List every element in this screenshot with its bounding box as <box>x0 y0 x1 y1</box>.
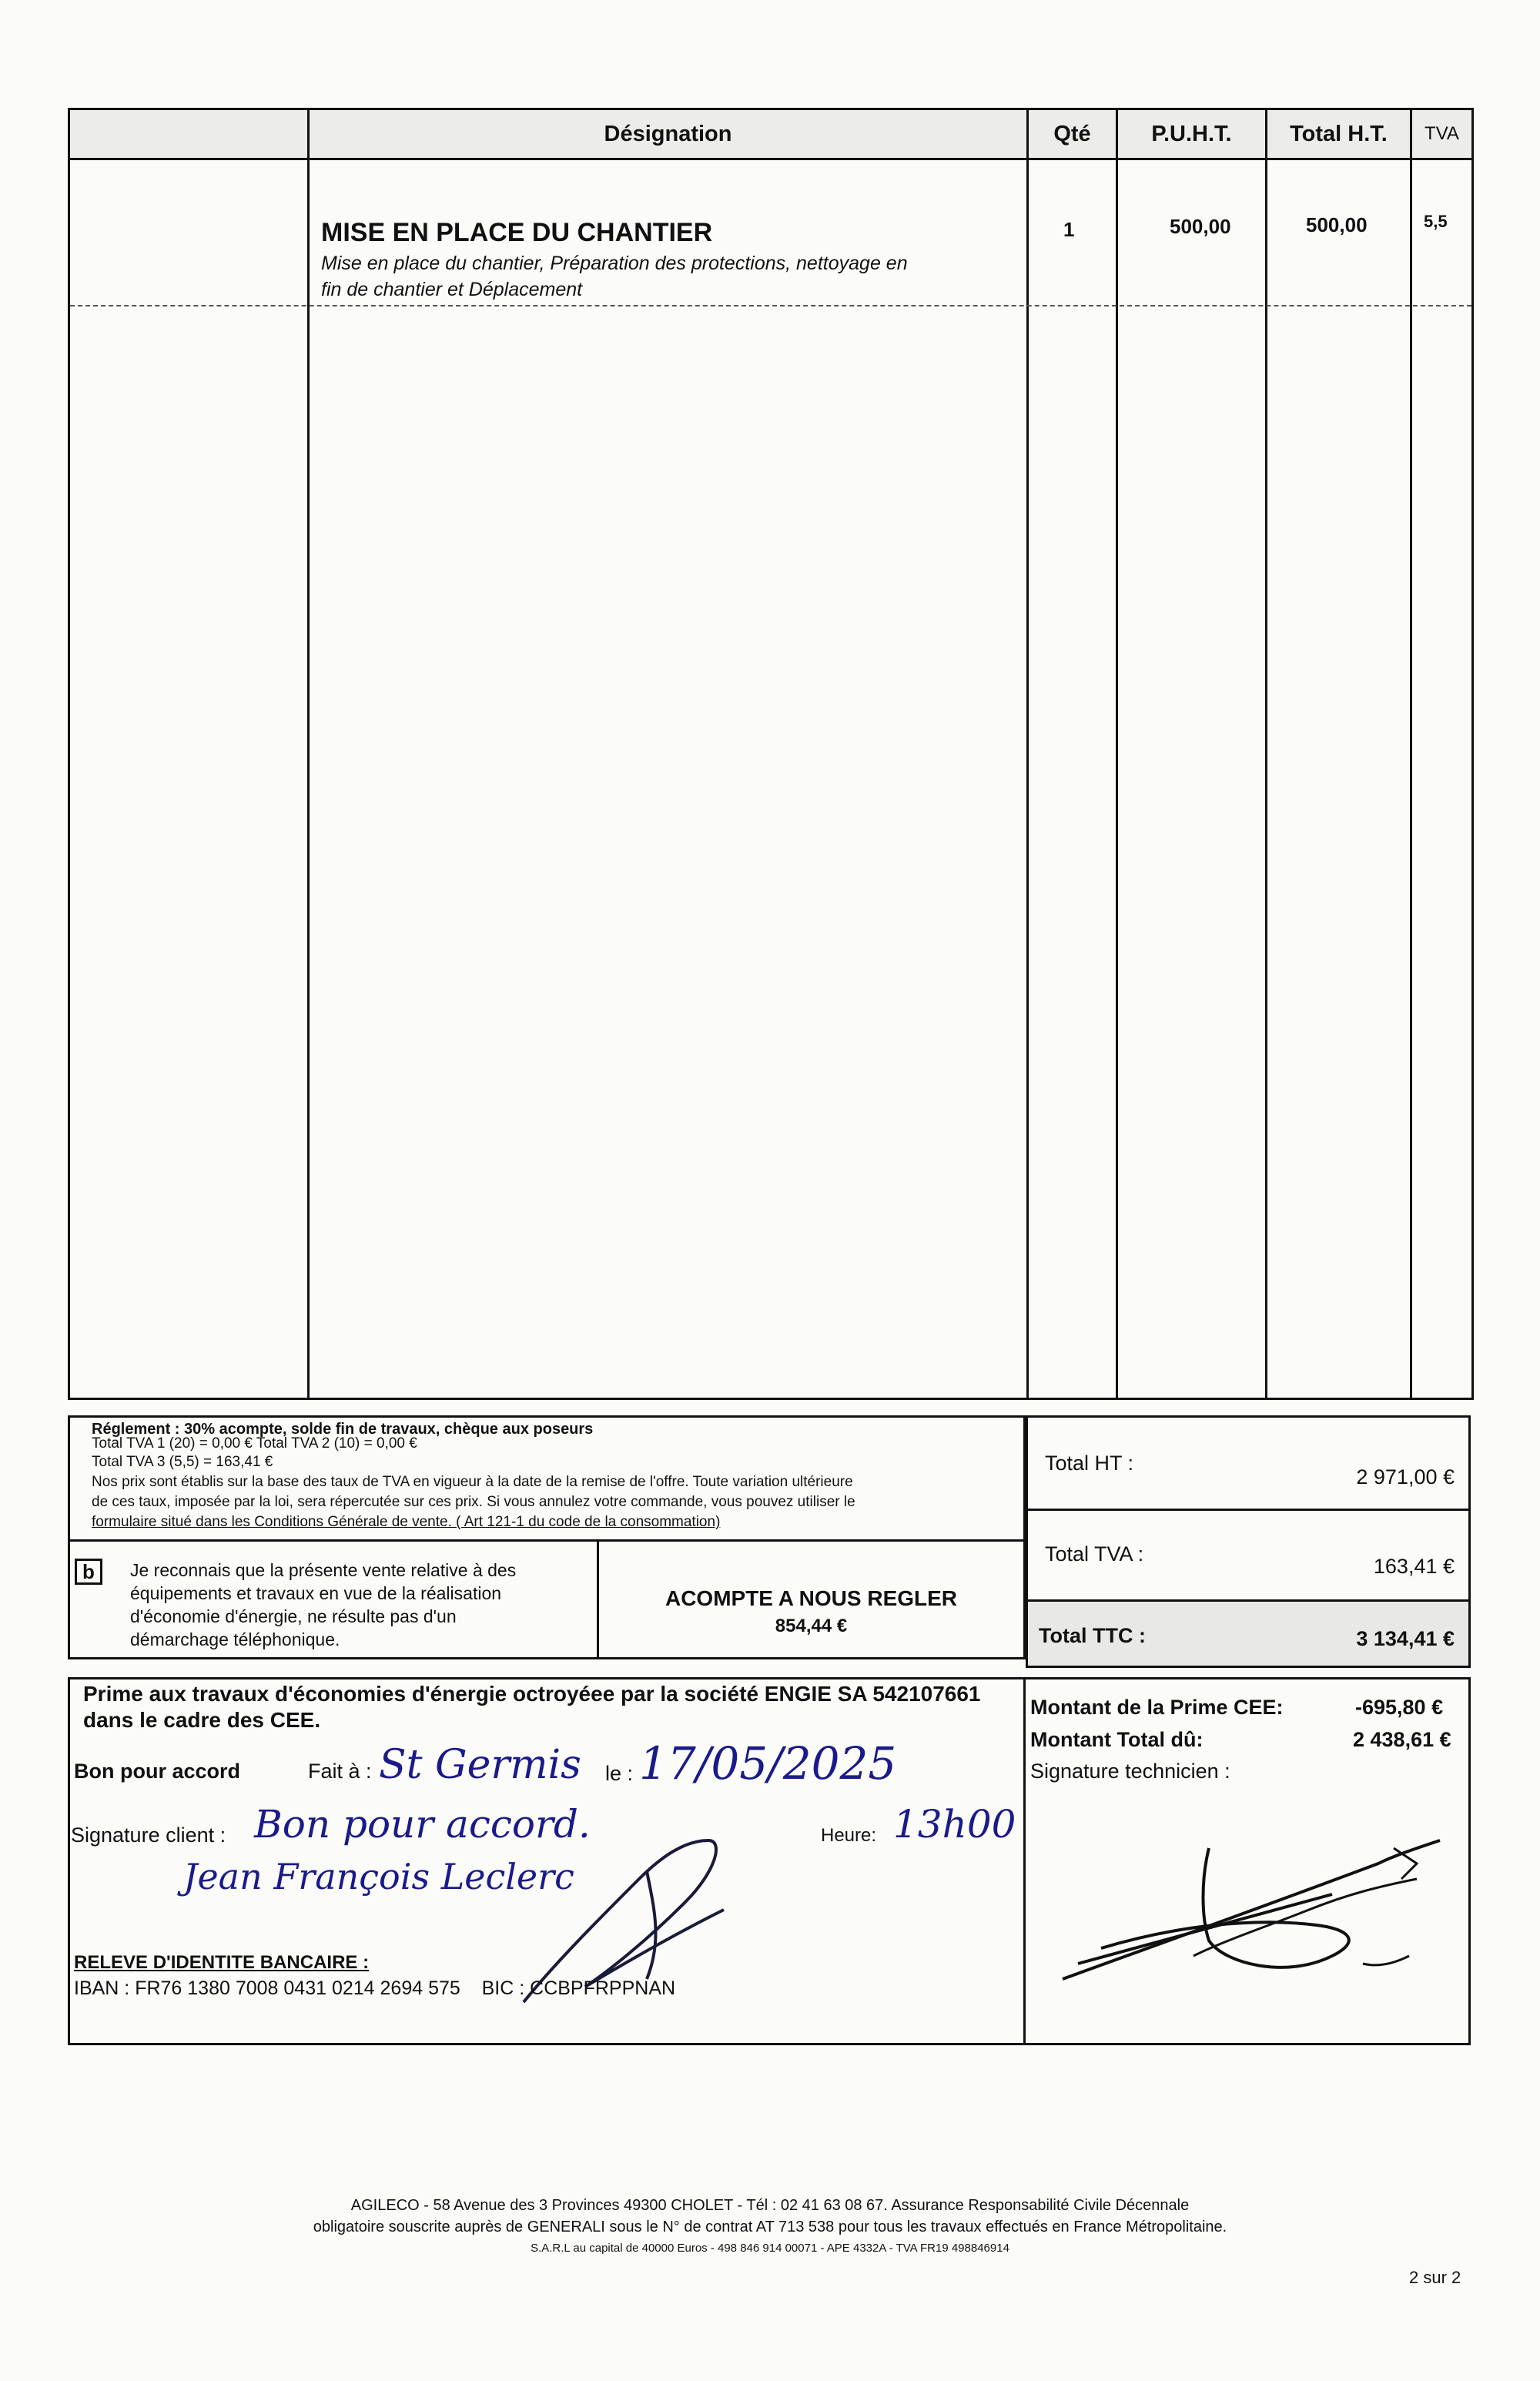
prime-text-2: dans le cadre des CEE. <box>83 1708 321 1732</box>
page-number: 2 sur 2 <box>1409 2268 1461 2287</box>
acompte-label: ACOMPTE A NOUS REGLER <box>665 1586 958 1610</box>
items-table <box>68 108 1474 1400</box>
date-value: 17/05/2025 <box>639 1737 897 1790</box>
row-qty: 1 <box>1063 218 1075 241</box>
tva-breakdown-2: Total TVA 3 (5,5) = 163,41 € <box>92 1454 273 1470</box>
row-title: MISE EN PLACE DU CHANTIER <box>321 218 713 247</box>
row-tva: 5,5 <box>1424 212 1448 231</box>
signature-client-line-2: Jean François Leclerc <box>183 1856 574 1897</box>
declaration-checkbox[interactable]: b <box>75 1559 102 1585</box>
legal-note-1: Nos prix sont établis sur la base des taux de TVA en vigueur à la date de la remise de l'offre. Toute variation ultérieure <box>92 1474 853 1490</box>
declaration-text <box>130 1559 516 1651</box>
heure-value: 13h00 <box>893 1802 1016 1847</box>
footer <box>0 2195 1540 2259</box>
reglement-title: Réglement : 30% acompte, solde fin de travaux, chèque aux poseurs <box>92 1421 594 1438</box>
col-separator-2 <box>1026 110 1029 1398</box>
bic-label: BIC : <box>481 1977 525 1999</box>
row-divider <box>70 305 1471 306</box>
prime-text-1: Prime aux travaux d'économies d'énergie octroyéee par la société ENGIE SA 542107661 <box>83 1682 981 1706</box>
header-designation: Désignation <box>604 121 732 146</box>
total-tva-label: Total TVA : <box>1045 1542 1144 1566</box>
signature-client-label: Signature client : <box>71 1823 226 1847</box>
rib-title: RELEVE D'IDENTITE BANCAIRE : <box>74 1952 370 1973</box>
totals-divider-1 <box>1028 1509 1468 1511</box>
rib-line <box>74 1977 675 2000</box>
signature-divider <box>1023 1679 1026 2043</box>
col-separator-1 <box>307 110 310 1398</box>
tva-breakdown-1: Total TVA 1 (20) = 0,00 € Total TVA 2 (10) = 0,00 € <box>92 1435 417 1452</box>
declaration-box <box>68 1539 599 1659</box>
reglement-box <box>68 1415 1026 1542</box>
row-description <box>321 250 908 303</box>
declaration-line-4: démarchage téléphonique. <box>130 1629 340 1649</box>
declaration-line-1: Je reconnais que la présente vente relative à des <box>130 1560 517 1580</box>
col-separator-3 <box>1116 110 1118 1398</box>
total-tva-value: 163,41 € <box>1373 1555 1455 1578</box>
footer-line-3: S.A.R.L au capital de 40000 Euros - 498 846 914 00071 - APE 4332A - TVA FR19 498846914 <box>531 2242 1009 2255</box>
footer-line-2: obligatoire souscrite auprès de GENERALI sous le N° de contrat AT 713 538 pour tous les travaux effectués en France Métropolitaine. <box>313 2219 1227 2235</box>
total-du-value: 2 438,61 € <box>1353 1728 1451 1751</box>
heure-label: Heure: <box>821 1825 877 1846</box>
row-desc-line-2: fin de chantier et Déplacement <box>321 279 583 300</box>
header-tva: TVA <box>1424 123 1459 144</box>
total-ht-label: Total HT : <box>1045 1452 1134 1475</box>
legal-note-3: formulaire situé dans les Conditions Générale de vente. ( Art 121-1 du code de la consommation) <box>92 1514 721 1530</box>
header-puht: P.U.H.T. <box>1151 121 1232 146</box>
iban-value: FR76 1380 7008 0431 0214 2694 575 <box>135 1977 460 1999</box>
col-separator-5 <box>1410 110 1412 1398</box>
header-qty: Qté <box>1053 121 1091 146</box>
declaration-line-3: d'économie d'énergie, ne résulte pas d'un <box>130 1606 457 1626</box>
bon-pour-accord-label: Bon pour accord <box>74 1760 241 1783</box>
fait-a-value: St Germis <box>379 1742 581 1788</box>
fait-a-label: Fait à : <box>308 1760 372 1783</box>
legal-note-2: de ces taux, imposée par la loi, sera répercutée sur ces prix. Si vous annulez votre commande, vous pouvez utiliser le <box>92 1494 855 1510</box>
declaration-line-2: équipements et travaux en vue de la réalisation <box>130 1583 502 1603</box>
header-total-ht: Total H.T. <box>1290 121 1388 146</box>
header-divider <box>70 158 1471 160</box>
acompte-box <box>597 1539 1026 1659</box>
total-ht-value: 2 971,00 € <box>1356 1465 1455 1489</box>
total-du-label: Montant Total dû: <box>1030 1728 1204 1751</box>
acompte-value: 854,44 € <box>775 1616 848 1636</box>
date-label: le : <box>605 1762 634 1785</box>
row-total-ht: 500,00 <box>1306 213 1368 236</box>
technician-signature <box>1055 1833 1455 1994</box>
iban-label: IBAN : <box>74 1977 130 1999</box>
bic-value: CCBPFRPPNAN <box>530 1977 676 1999</box>
total-ttc-label: Total TTC : <box>1039 1624 1146 1647</box>
prime-cee-label: Montant de la Prime CEE: <box>1030 1696 1284 1719</box>
footer-line-1: AGILECO - 58 Avenue des 3 Provinces 49300 CHOLET - Tél : 02 41 63 08 67. Assurance Responsabilité Civile Décennale <box>350 2197 1190 2214</box>
total-ttc-value: 3 134,41 € <box>1356 1627 1455 1650</box>
row-puht: 500,00 <box>1170 215 1231 238</box>
row-desc-line-1: Mise en place du chantier, Préparation des protections, nettoyage en <box>321 253 908 274</box>
signature-technicien-label: Signature technicien : <box>1030 1760 1230 1783</box>
totals-box <box>1026 1415 1471 1668</box>
col-separator-4 <box>1265 110 1267 1398</box>
prime-cee-value: -695,80 € <box>1355 1696 1444 1719</box>
signature-client-line-1: Bon pour accord. <box>254 1802 591 1847</box>
